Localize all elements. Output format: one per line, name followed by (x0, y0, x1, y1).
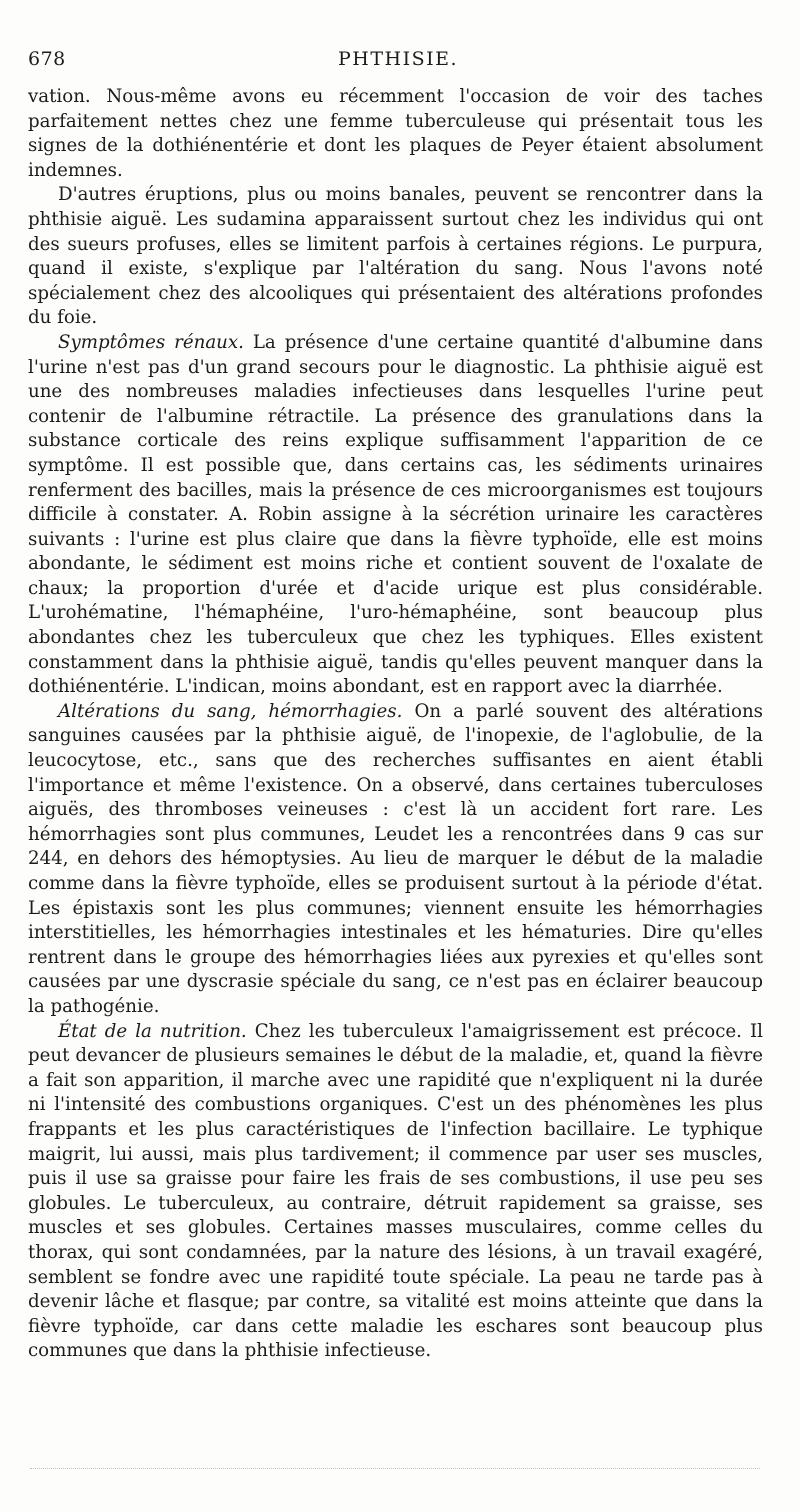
paragraph-text: D'autres éruptions, plus ou moins banales, peuvent se rencontrer dans la phthisie aiguë. Les sudamina apparaissent surtout chez les individus qui ont des sueurs profuses, elles se limitent parfois à certaines régions. Le purpura, quand il existe, s'explique par l'altération du sang. Nous l'avons noté spécialement chez des alcooliques qui présentaient des altérations profondes du foie. (28, 184, 763, 329)
paragraph-other-eruptions (28, 183, 763, 331)
paragraph-nutrition-state (28, 1020, 763, 1364)
paragraph-renal-symptoms (28, 331, 763, 700)
paragraph-text: Chez les tuberculeux l'amaigrissement est précoce. Il peut devancer de plusieurs semaines le début de la maladie, et, quand la fièvre a fait son apparition, il marche avec une rapidité que n'expliquent ni la durée ni l'intensité des combustions organiques. C'est un des phénomènes les plus frappants et les plus caractéristiques de l'infection bacillaire. Le typhique maigrit, lui aussi, mais plus tardivement; il commence par user ses muscles, puis il use sa graisse pour faire les frais de ses combustions, il use peu ses globules. Le tuberculeux, au contraire, détruit rapidement sa graisse, ses muscles et ses globules. Certaines masses musculaires, comme celles du thorax, qui sont condamnées, par la nature des lésions, à un travail exagéré, semblent se fondre avec une rapidité toute spéciale. La peau ne tarde pas à devenir lâche et flasque; par contre, sa vitalité est moins atteinte que dans la fièvre typhoïde, car dans cette maladie les eschares sont beaucoup plus communes que dans la phthisie infectieuse. (28, 1020, 763, 1362)
running-title: PHTHISIE. (337, 48, 459, 70)
page-number: 678 (28, 48, 66, 70)
paragraph-continuation (28, 85, 763, 183)
footer-rule (30, 1468, 760, 1473)
paragraph-text: vation. Nous-même avons eu récemment l'occasion de voir des taches parfaitement nettes chez une femme tuberculeuse qui présentait tous les signes de la dothiénentérie et dont les plaques de Peyer étaient absolument indemnes. (28, 86, 763, 181)
body-text (28, 85, 763, 1364)
section-heading: Symptômes rénaux. (58, 331, 244, 353)
paragraph-blood-alterations (28, 700, 763, 1020)
paragraph-text: La présence d'une certaine quantité d'albumine dans l'urine n'est pas d'un grand secours pour le diagnostic. La phthisie aiguë est une des nombreuses maladies infectieuses dans lesquelles l'urine peut contenir de l'albumine rétractile. La présence des granulations dans la substance corticale des reins explique suffisamment l'apparition de ce symptôme. Il est possible que, dans certains cas, les sédiments urinaires renferment des bacilles, mais la présence de ces microorganismes est toujours difficile à constater. A. Robin assigne à la sécrétion urinaire les caractères suivants : l'urine est plus claire que dans la fièvre typhoïde, elle est moins abondante, le sédiment est moins riche et contient souvent de l'oxalate de chaux; la proportion d'urée et d'acide urique est plus considérable. L'urohématine, l'hémaphéine, l'uro-hémaphéine, sont beaucoup plus abondantes chez les tuberculeux que chez les typhiques. Elles existent constamment dans la phthisie aiguë, tandis qu'elles peuvent manquer dans la dothiénentérie. L'indican, moins abondant, est en rapport avec la diarrhée. (28, 331, 763, 698)
section-heading: Altérations du sang, hémorrhagies. (58, 700, 403, 722)
section-heading: État de la nutrition. (58, 1020, 247, 1042)
running-head (28, 48, 768, 74)
paragraph-text: On a parlé souvent des altérations sanguines causées par la phthisie aiguë, de l'inopexie, de l'aglobulie, de la leucocytose, etc., sans que des recherches suffisantes en aient établi l'importance et même l'existence. On a observé, dans certaines tuberculoses aiguës, des thromboses veineuses : c'est là un accident fort rare. Les hémorrhagies sont plus communes, Leudet les a rencontrées dans 9 cas sur 244, en dehors des hémoptysies. Au lieu de marquer le début de la maladie comme dans la fièvre typhoïde, elles se produisent surtout à la période d'état. Les épistaxis sont les plus communes; viennent ensuite les hémorrhagies interstitielles, les hémorrhagies intestinales et les hématuries. Dire qu'elles rentrent dans le groupe des hémorrhagies liées aux pyrexies et qu'elles sont causées par une dyscrasie spéciale du sang, ce n'est pas en éclairer beaucoup la pathogénie. (28, 700, 763, 1017)
